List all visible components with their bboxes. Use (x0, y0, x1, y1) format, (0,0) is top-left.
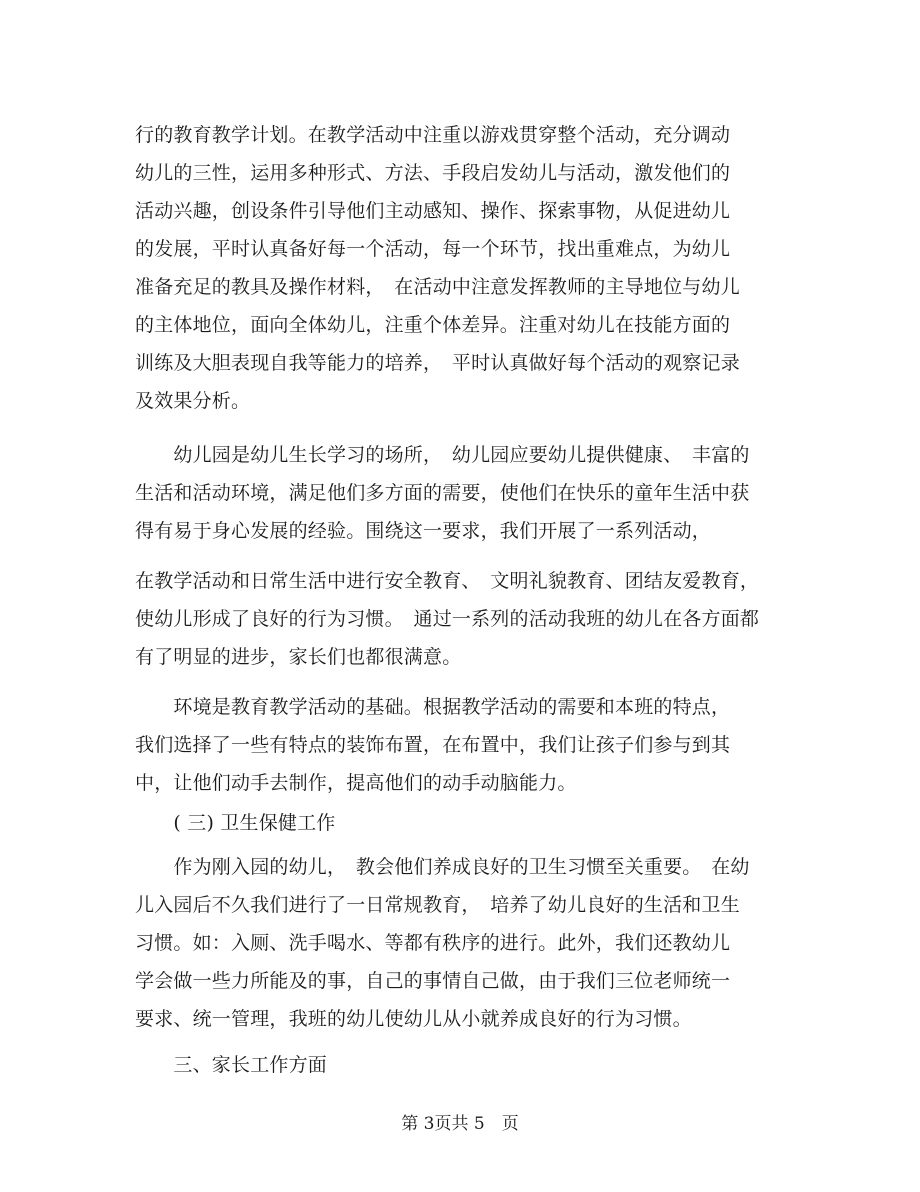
text-line: 得有易于身心发展的经验。围绕这一要求，我们开展了一系列活动， (135, 520, 712, 542)
section-heading: 三、家长工作方面 (135, 1054, 328, 1076)
text-line: 的发展，平时认真备好每一个活动，每一个环节，找出重难点，为幼儿 (135, 238, 731, 260)
text-line: 幼儿园是幼儿生长学习的场所， 幼儿园应要幼儿提供健康、 丰富的 (135, 444, 750, 466)
text-line: 学会做一些力所能及的事，自己的事情自己做，由于我们三位老师统一 (135, 970, 731, 992)
text-line: 我们选择了一些有特点的装饰布置，在布置中，我们让孩子们参与到其 (135, 734, 731, 756)
page-footer: 第 3页共 5 页 (401, 1114, 519, 1134)
text-line: 中，让他们动手去制作，提高他们的动手动脑能力。 (135, 772, 577, 794)
text-line: 及效果分析。 (135, 390, 251, 412)
section-heading: ( 三) 卫生保健工作 (135, 812, 336, 834)
text-line: 的主体地位，面向全体幼儿，注重个体差异。注重对幼儿在技能方面的 (135, 314, 731, 336)
text-line: 准备充足的教具及操作材料， 在活动中注意发挥教师的主导地位与幼儿 (135, 276, 740, 298)
text-line: 训练及大胆表现自我等能力的培养， 平时认真做好每个活动的观察记录 (135, 352, 740, 374)
text-line: 幼儿的三性，运用多种形式、方法、手段启发幼儿与活动，激发他们的 (135, 162, 731, 184)
text-line: 使幼儿形成了良好的行为习惯。 通过一系列的活动我班的幼儿在各方面都 (135, 608, 760, 630)
text-line: 有了明显的进步，家长们也都很满意。 (135, 646, 462, 668)
text-line: 要求、统一管理，我班的幼儿使幼儿从小就养成良好的行为习惯。 (135, 1008, 692, 1030)
text-line: 儿入园后不久我们进行了一日常规教育， 培养了幼儿良好的生活和卫生 (135, 894, 740, 916)
text-line: 生活和活动环境，满足他们多方面的需要，使他们在快乐的童年生活中获 (135, 482, 750, 504)
text-line: 作为刚入园的幼儿， 教会他们养成良好的卫生习惯至关重要。 在幼 (135, 856, 750, 878)
text-line: 行的教育教学计划。在教学活动中注重以游戏贯穿整个活动，充分调动 (135, 124, 731, 146)
text-line: 环境是教育教学活动的基础。根据教学活动的需要和本班的特点， (135, 696, 731, 718)
text-line: 在教学活动和日常生活中进行安全教育、 文明礼貌教育、团结友爱教育， (135, 570, 760, 592)
text-line: 习惯。如：入厕、洗手喝水、等都有秩序的进行。此外，我们还教幼儿 (135, 932, 731, 954)
text-line: 活动兴趣，创设条件引导他们主动感知、操作、探索事物，从促进幼儿 (135, 200, 731, 222)
